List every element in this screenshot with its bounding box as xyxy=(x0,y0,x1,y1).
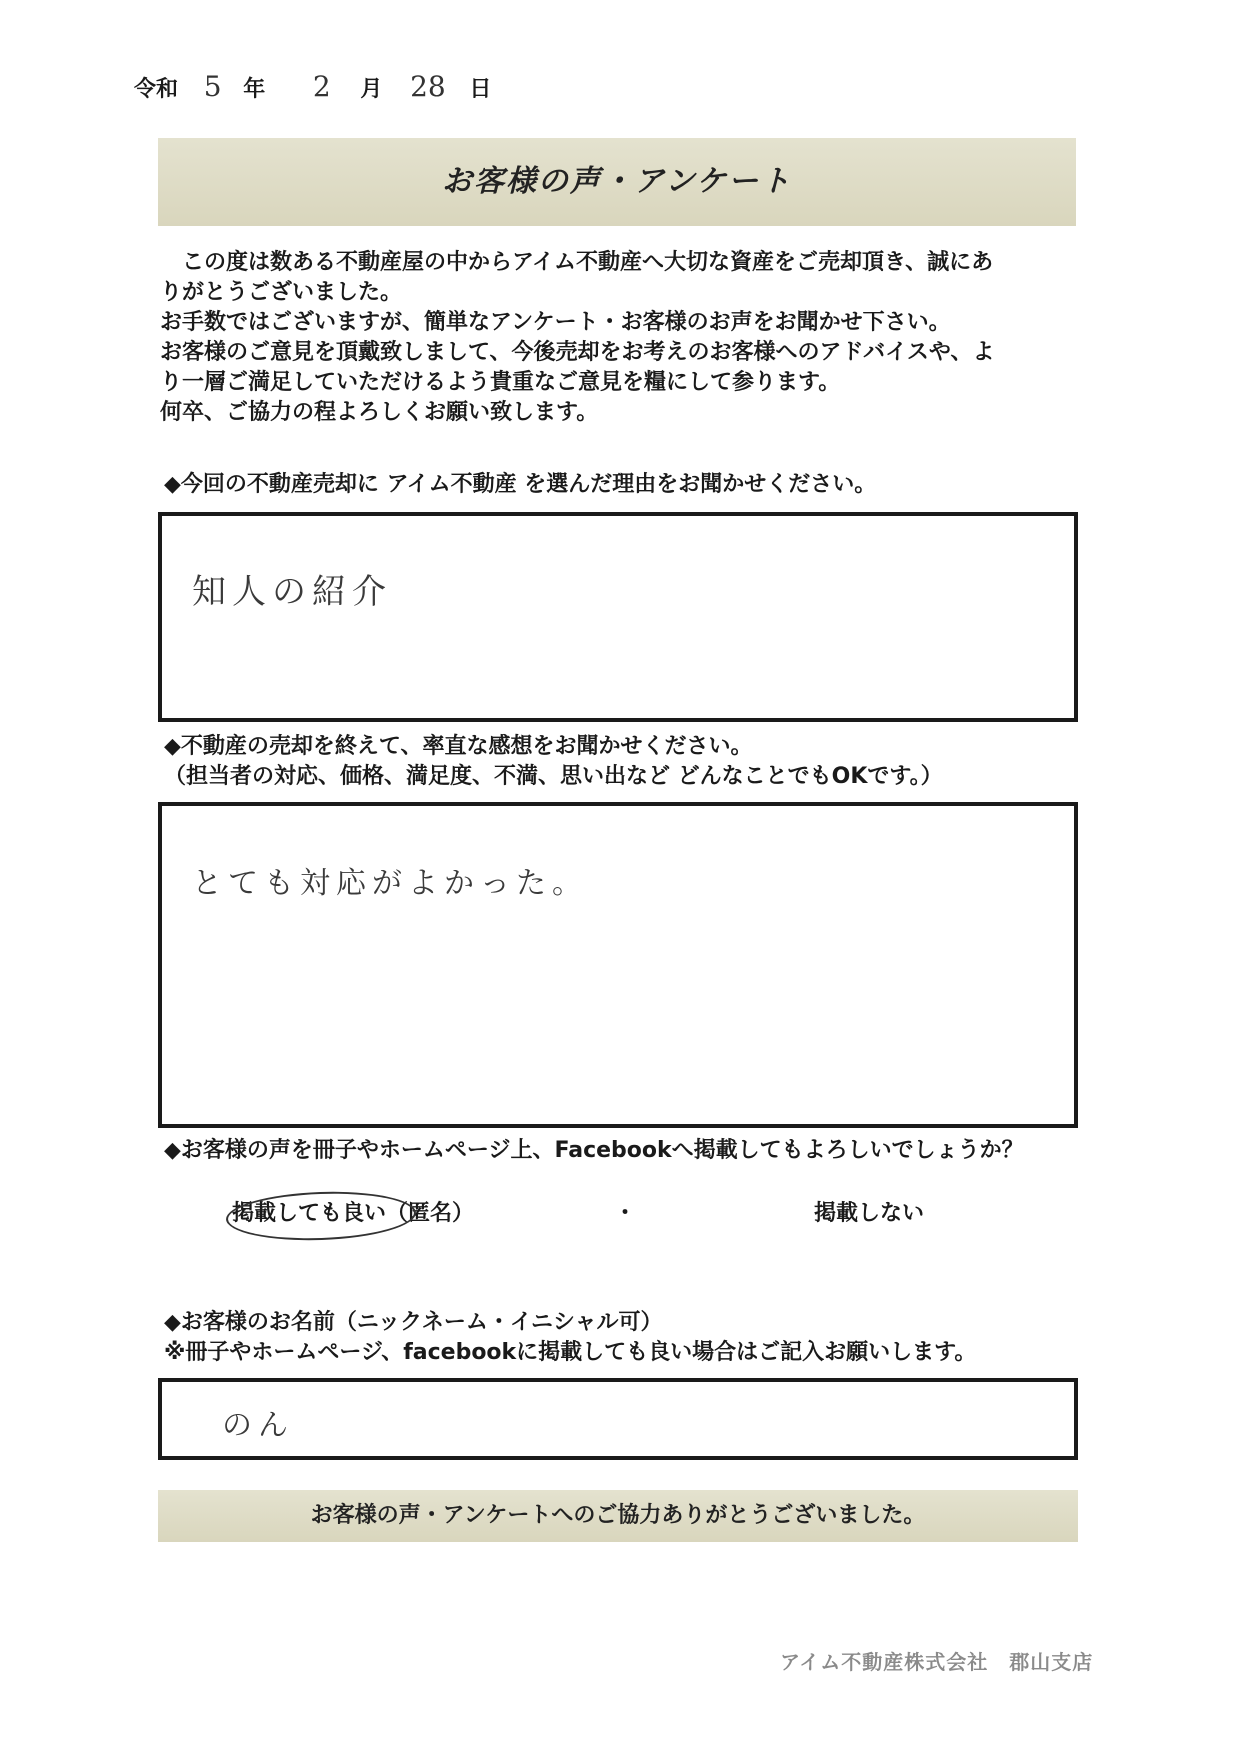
date-day: 28 xyxy=(410,70,446,103)
page-title: お客様の声・アンケート xyxy=(158,138,1076,226)
date-year-unit: 年 xyxy=(243,77,266,102)
question-name-label: ◆お客様のお名前（ニックネーム・イニシャル可） xyxy=(164,1310,663,1335)
publish-option-no[interactable]: 掲載しない xyxy=(814,1201,925,1226)
question-name-note: ※冊子やホームページ、facebookに掲載しても良い場合はご記入お願いします。 xyxy=(164,1340,977,1365)
reason-answer-box[interactable] xyxy=(158,512,1078,722)
company-footer: アイム不動産株式会社 郡山支店 xyxy=(780,1650,1094,1674)
impression-answer: とても対応がよかった。 xyxy=(192,866,588,901)
date-year: 5 xyxy=(203,70,222,103)
publish-option-yes[interactable]: 掲載しても良い（匿名） xyxy=(232,1201,475,1226)
intro-line: この度は数ある不動産屋の中からアイム不動産へ大切な資産をご売却頂き、誠にあ xyxy=(160,250,994,275)
intro-line: 何卒、ご協力の程よろしくお願い致します。 xyxy=(160,400,599,425)
question-impression-sublabel: （担当者の対応、価格、満足度、不満、思い出など どんなことでもOKです。） xyxy=(164,764,943,789)
intro-line: りがとうございました。 xyxy=(160,280,403,305)
name-answer: のん xyxy=(222,1408,294,1443)
intro-line: お手数ではございますが、簡単なアンケート・お客様のお声をお聞かせ下さい。 xyxy=(160,310,951,335)
date-month-unit: 月 xyxy=(360,77,383,102)
name-answer-box[interactable] xyxy=(158,1378,1078,1460)
date-line xyxy=(134,70,491,103)
question-reason-label: ◆今回の不動産売却に アイム不動産 を選んだ理由をお聞かせください。 xyxy=(164,472,877,497)
intro-line: り一層ご満足していただけるよう貴重なご意見を糧にして参ります。 xyxy=(160,370,841,395)
date-day-unit: 日 xyxy=(469,77,492,102)
option-separator: ・ xyxy=(614,1201,637,1226)
intro-line: お客様のご意見を頂戴致しまして、今後売却をお考えのお客様へのアドバイスや、よ xyxy=(160,340,995,365)
question-publish-label: ◆お客様の声を冊子やホームページ上、Facebookへ掲載してもよろしいでしょうか？ xyxy=(164,1138,1024,1163)
impression-answer-box[interactable] xyxy=(158,802,1078,1128)
closing-message: お客様の声・アンケートへのご協力ありがとうございました。 xyxy=(158,1490,1078,1542)
date-era: 令和 xyxy=(134,77,179,102)
date-month: 2 xyxy=(312,70,331,103)
intro-text xyxy=(160,248,1080,428)
reason-answer: 知人の紹介 xyxy=(192,572,392,612)
question-impression-label: ◆不動産の売却を終えて、率直な感想をお聞かせください。 xyxy=(164,734,753,759)
